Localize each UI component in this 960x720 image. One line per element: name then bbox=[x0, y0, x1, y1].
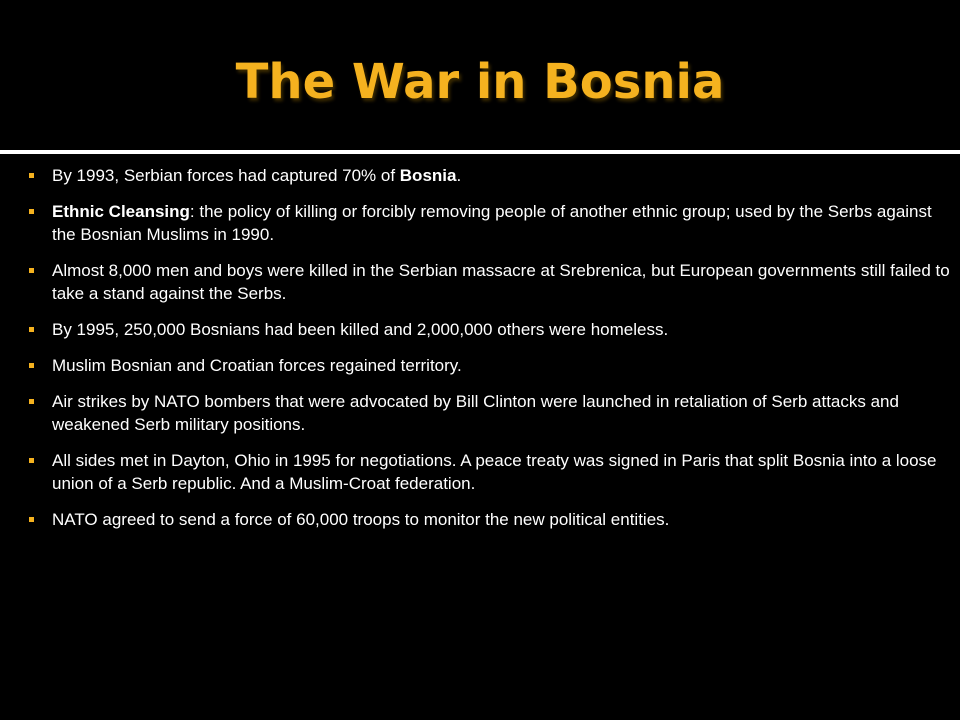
title-divider bbox=[0, 150, 960, 154]
square-bullet-icon bbox=[28, 172, 35, 179]
bullet-item bbox=[28, 449, 952, 495]
square-bullet-icon bbox=[28, 457, 35, 464]
bullet-item bbox=[28, 354, 952, 377]
bullet-text: All sides met in Dayton, Ohio in 1995 for negotiations. A peace treaty was signed in Paris that split Bosnia into a loose union of a Serb republic. And a Muslim-Croat federation. bbox=[52, 451, 937, 493]
bullet-text: . bbox=[456, 166, 462, 185]
bullet-bold-text: Ethnic Cleansing bbox=[52, 202, 190, 221]
bullet-text: Air strikes by NATO bombers that were advocated by Bill Clinton were launched in retaliation of Serb attacks and weakened Serb military positions. bbox=[52, 392, 899, 434]
bullet-item bbox=[28, 390, 952, 436]
bullet-text: : the policy of killing or forcibly removing people of another ethnic group; used by the Serbs against the Bosnian Muslims in 1990. bbox=[52, 202, 932, 244]
bullet-item bbox=[28, 318, 952, 341]
bullet-text: NATO agreed to send a force of 60,000 troops to monitor the new political entities. bbox=[52, 510, 670, 529]
slide-title: The War in Bosnia bbox=[235, 54, 725, 110]
bullet-item bbox=[28, 259, 952, 305]
bullet-text: By 1995, 250,000 Bosnians had been killed and 2,000,000 others were homeless. bbox=[52, 320, 669, 339]
bullet-item bbox=[28, 164, 952, 187]
bullet-text: Almost 8,000 men and boys were killed in the Serbian massacre at Srebrenica, but European governments still failed to take a stand against the Serbs. bbox=[52, 261, 950, 303]
square-bullet-icon bbox=[28, 326, 35, 333]
bullet-item bbox=[28, 200, 952, 246]
bullet-text: Muslim Bosnian and Croatian forces regained territory. bbox=[52, 356, 462, 375]
bullet-text: By 1993, Serbian forces had captured 70% of bbox=[52, 166, 400, 185]
square-bullet-icon bbox=[28, 516, 35, 523]
square-bullet-icon bbox=[28, 208, 35, 215]
square-bullet-icon bbox=[28, 267, 35, 274]
bullet-bold-text: Bosnia bbox=[399, 166, 457, 185]
bullet-item bbox=[28, 508, 952, 531]
square-bullet-icon bbox=[28, 398, 35, 405]
bullet-list bbox=[28, 164, 952, 544]
square-bullet-icon bbox=[28, 362, 35, 369]
